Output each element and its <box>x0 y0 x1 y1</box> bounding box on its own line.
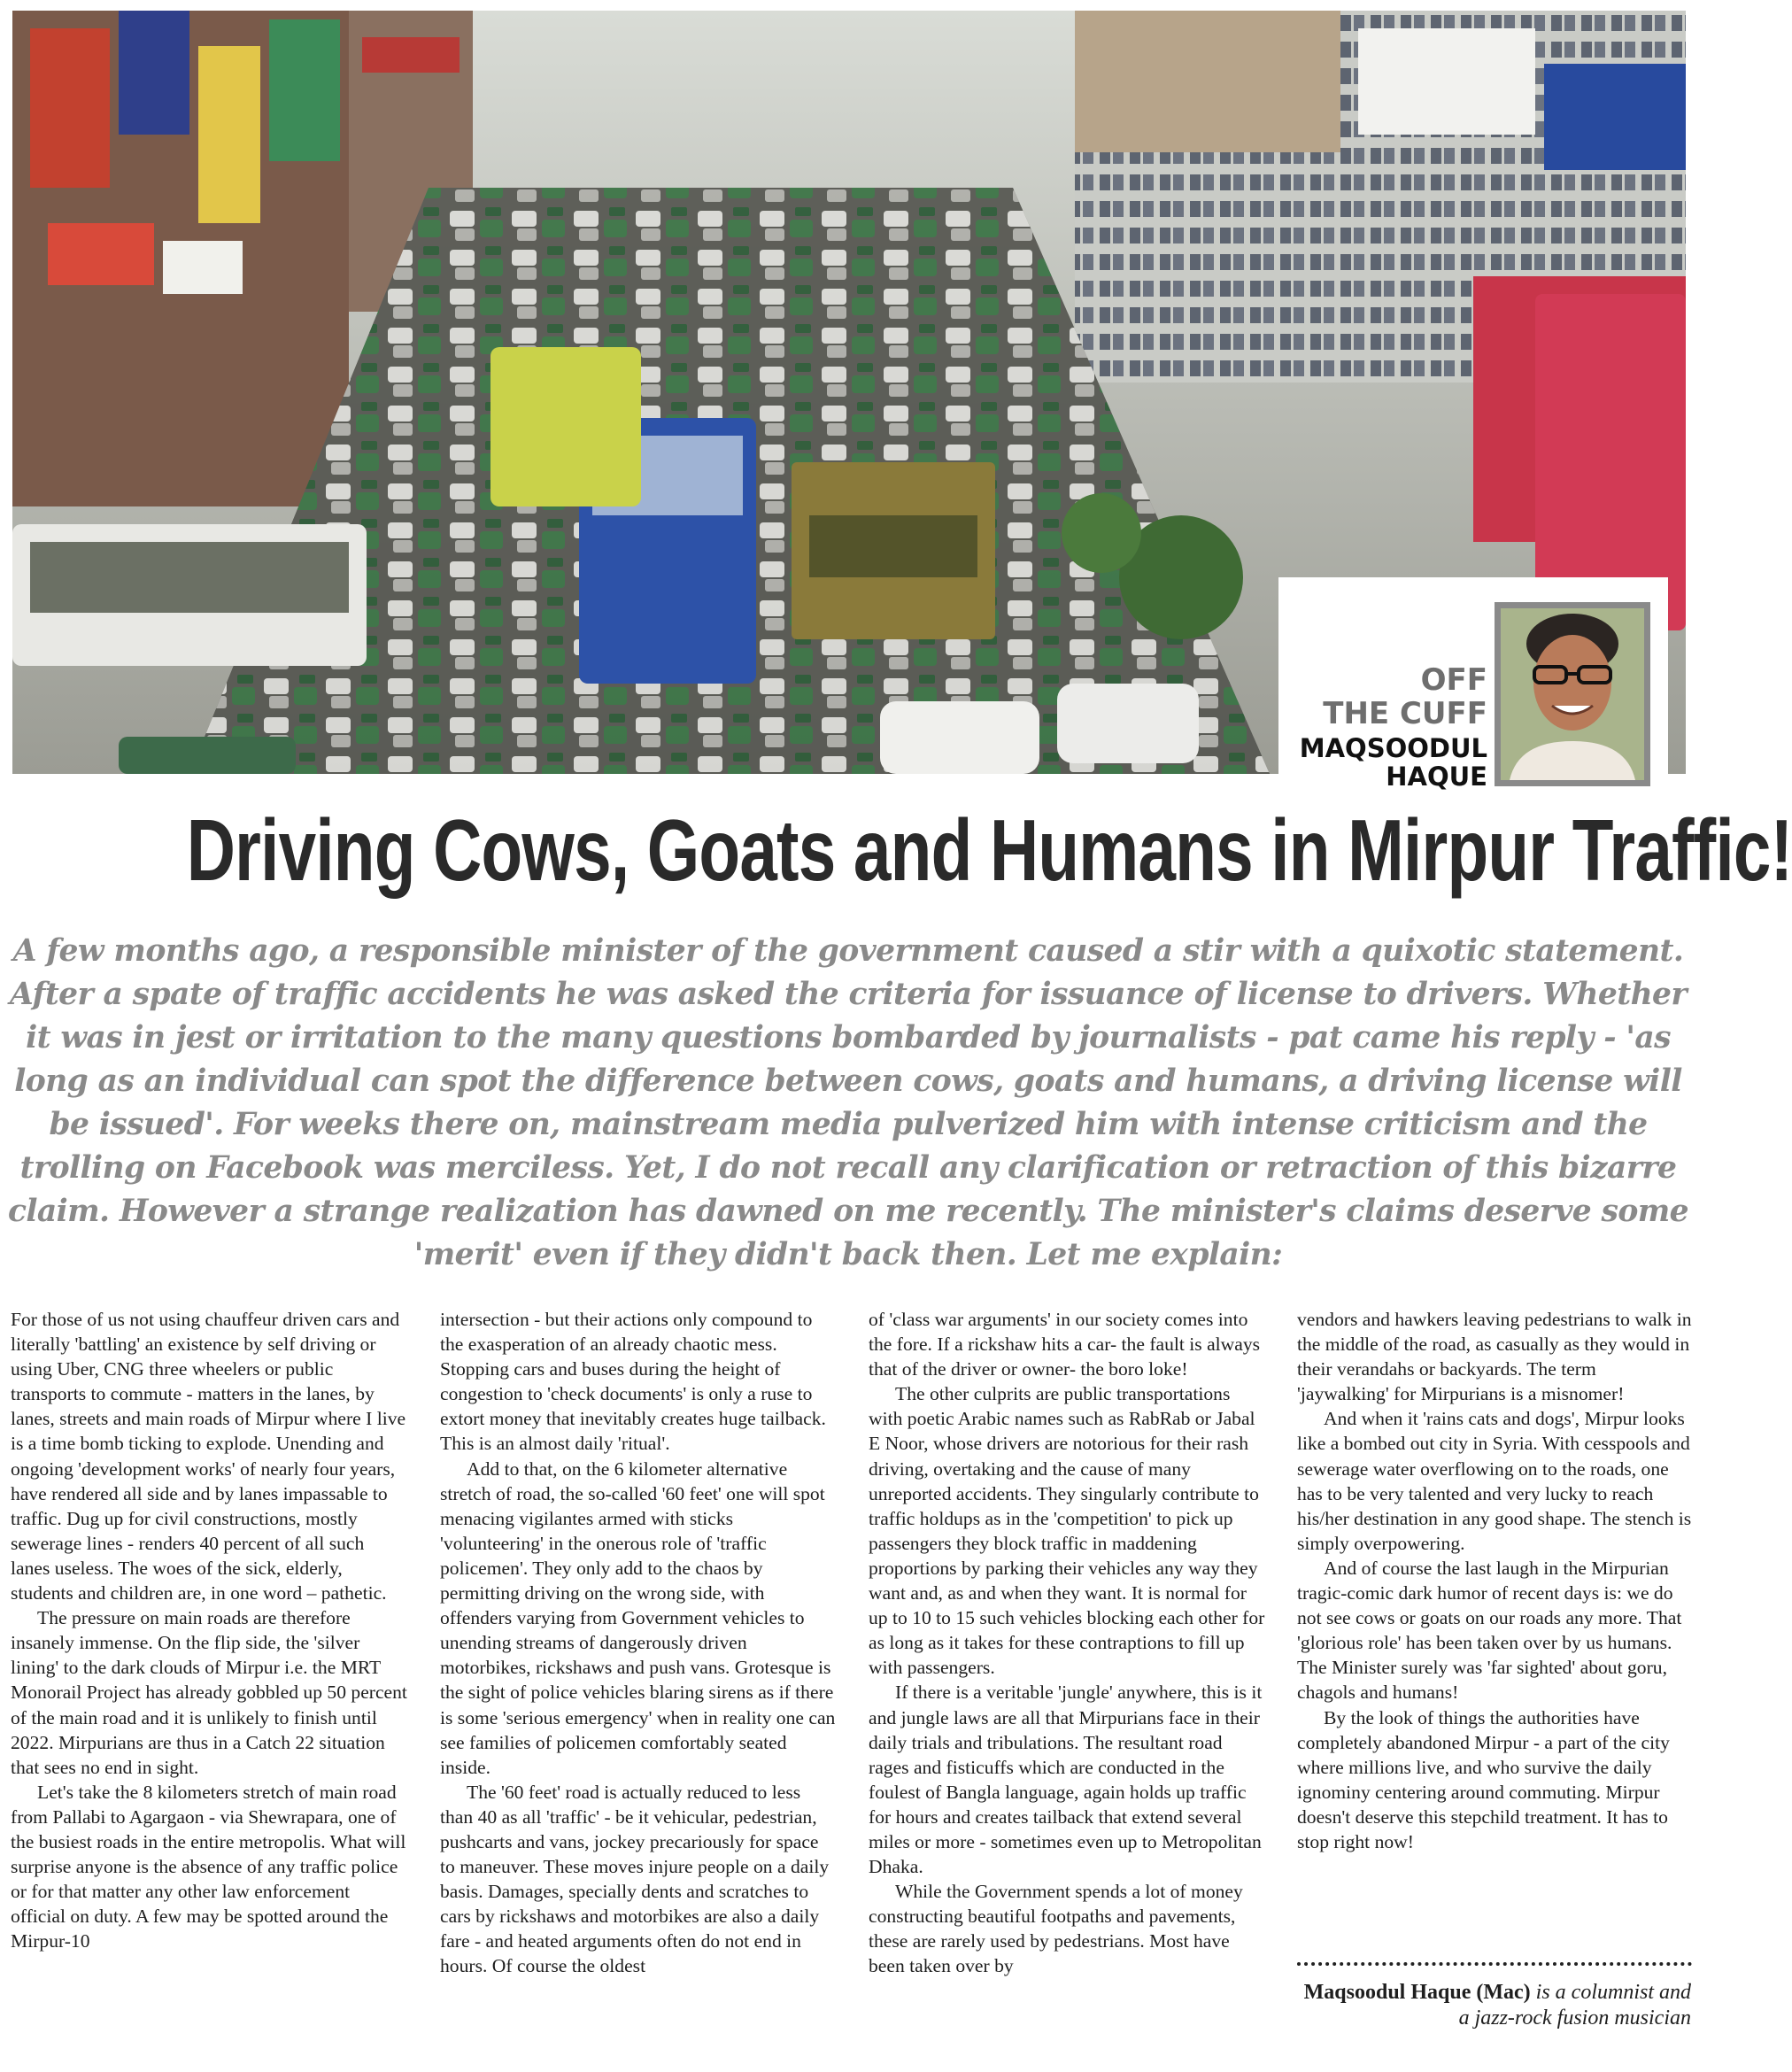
paragraph: And when it 'rains cats and dogs', Mirpur looks like a bombed out city in Syria. With cesspools and sewerage water overflowing on to the roads, one has to be very talented and very lucky to reach his/her destination in any good shape. The stench is simply overpowering. <box>1297 1408 1692 1554</box>
signature-divider <box>1297 1962 1692 1966</box>
paragraph: The '60 feet' road is actually reduced to less than 40 as all 'traffic' - be it vehicular, pedestrian, pushcarts and vans, jockey precariously for space to maneuver. These moves injure people on a daily basis. Damages, specially dents and scratches to cars by rickshaws and motorbikes are also a daily fare - and heated arguments often do not end in hours. Of course the oldest <box>440 1781 830 1977</box>
article-column-4 <box>1297 1307 1692 2072</box>
article-column-2 <box>440 1307 837 2072</box>
paragraph: While the Government spends a lot of money constructing beautiful footpaths and pavements, these are rarely used by pedestrians. Most have been taken over by <box>869 1881 1243 1977</box>
paragraph: Let's take the 8 kilometers stretch of main road from Pallabi to Agargaon - via Shewrapara, one of the busiest roads in the entire metropolis. What will surprise anyone is the absence of any traffic police or for that matter any other law enforcement official on duty. A few may be spotted around the Mirpur-10 <box>11 1781 406 1952</box>
paragraph: For those of us not using chauffeur driven cars and literally 'battling' an existence by self driving or using Uber, CNG three wheelers or public transports to commute - matters in the lanes, by lanes, streets and main roads of Mirpur where I live is a time bomb ticking to explode. Unending and ongoing 'development works' of nearly four years, have rendered all side and by lanes impassable to traffic. Dug up for civil constructions, mostly sewerage lines - renders 40 percent of all such lanes useless. The woes of the sick, elderly, students and children are, in one word – pathetic. <box>11 1309 406 1604</box>
column-label-off: OFF <box>1420 662 1487 698</box>
paragraph: The other culprits are public transportations with poetic Arabic names such as RabRab or Jabal E Noor, whose drivers are notorious for their rash driving, overtaking and the cause of many unreported accidents. They singularly contribute to traffic holdups as in the 'competition' to pick up passengers they block traffic in maddening proportions by parking their vehicles any way they want and, as and when they want. It is normal for up to 10 to 15 such vehicles blocking each other for as long as it takes for these contraptions to fill up with passengers. <box>869 1383 1265 1679</box>
author-bio <box>1297 1980 1691 2031</box>
paragraph: of 'class war arguments' in our society comes into the fore. If a rickshaw hits a car- the fault is always that of the driver or owner- the boro loke! <box>869 1309 1261 1380</box>
paragraph: Add to that, on the 6 kilometer alternative stretch of road, the so-called '60 feet' one will spot menacing vigilantes armed with sticks 'volunteering' in the onerous role of 'traffic policemen'. They only add to the chaos by permitting driving on the wrong side, with offenders varying from Government vehicles to unending streams of dangerously driven motorbikes, rickshaws and push vans. Grotesque is the sight of police vehicles blaring sirens as if there is some 'serious emergency' when in reality one can see families of policemen comfortably seated inside. <box>440 1457 836 1778</box>
author-portrait <box>1495 602 1650 786</box>
author-bio-text: is a columnist and a jazz-rock fusion musician <box>1458 1981 1691 2029</box>
headline: Driving Cows, Goats and Humans in Mirpur Traffic! <box>186 801 1792 899</box>
lede-paragraph: A few months ago, a responsible minister of the government caused a stir with a quixotic statement. After a spate of traffic accidents he was asked the criteria for issuance of license to drivers. Whether it was in jest or irritation to the many questions bombarded by journalists - pat came his reply - 'as long as an individual can spot the difference between cows, goats and humans, a driving license will be issued'. For weeks there on, mainstream media pulverized him with intense criticism and the trolling on Facebook was merciless. Yet, I do not recall any clarification or retraction of this bizarre claim. However a strange realization has dawned on me recently. The minister's claims deserve some 'merit' even if they didn't back then. Let me explain: <box>7 933 1689 1272</box>
author-bio-name: Maqsoodul Haque (Mac) <box>1303 1981 1531 2004</box>
article-column-3 <box>869 1307 1265 2072</box>
author-name-last: HAQUE <box>1386 762 1487 792</box>
column-label-the-cuff: THE CUFF <box>1323 696 1487 731</box>
paragraph: vendors and hawkers leaving pedestrians to walk in the middle of the road, as casually as they would in their verandahs or backyards. The term 'jaywalking' for Mirpurians is a misnomer! <box>1297 1309 1692 1405</box>
paragraph: By the look of things the authorities have completely abandoned Mirpur - a part of the city where millions live, and who survive the daily ignominy centering around commuting. Mirpur doesn't deserve this stepchild treatment. It has to stop right now! <box>1297 1706 1670 1852</box>
column-badge <box>1278 577 1668 792</box>
author-name-first: MAQSOODUL <box>1299 733 1487 763</box>
paragraph: intersection - but their actions only compound to the exasperation of an already chaotic mess. Stopping cars and buses during the height of congestion to 'check documents' is only a ruse to extort money that inevitably creates huge tailback. This is an almost daily 'ritual'. <box>440 1309 826 1455</box>
paragraph: The pressure on main roads are therefore insanely immense. On the flip side, the 'silver lining' to the dark clouds of Mirpur i.e. the MRT Monorail Project has already gobbled up 50 percent of the main road and it is unlikely to finish until 2022. Mirpurians are thus in a Catch 22 situation that sees no end in sight. <box>11 1607 407 1778</box>
paragraph: If there is a veritable 'jungle' anywhere, this is it and jungle laws are all that Mirpurians face in their daily trials and tribulations. The resultant road rages and fisticuffs which are conducted in the foulest of Bangla language, again holds up traffic for hours and creates tailback that extend several miles or more - sometimes even up to Metropolitan Dhaka. <box>869 1682 1263 1878</box>
article-column-1 <box>11 1307 407 2072</box>
author-portrait-illustration <box>1501 608 1644 780</box>
paragraph: And of course the last laugh in the Mirpurian tragic-comic dark humor of recent days is: we do not see cows or goats on our roads any more. That 'glorious role' has been taken over by us humans. The Minister surely was 'far sighted' about goru, chagols and humans! <box>1297 1557 1682 1704</box>
traffic-photo <box>12 11 1686 792</box>
